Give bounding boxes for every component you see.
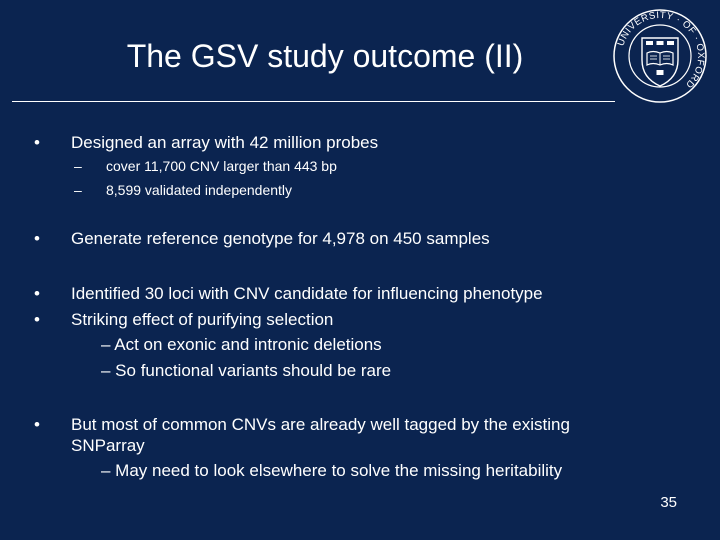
bullet-text: Generate reference genotype for 4,978 on 450 samples bbox=[71, 229, 490, 248]
dash-marker: – bbox=[74, 158, 82, 174]
sub-list-item: – Act on exonic and intronic deletions bbox=[101, 335, 382, 354]
sub-item-text: 8,599 validated independently bbox=[106, 182, 293, 198]
bullet-marker: • bbox=[34, 229, 40, 248]
sub-list-item: – So functional variants should be rare bbox=[101, 361, 392, 380]
crest-ring-text: UNIVERSITY · OF · OXFORD bbox=[615, 9, 707, 91]
sub-item-text: cover 11,700 CNV larger than 443 bp bbox=[106, 158, 337, 174]
bullet-text-continuation: SNParray bbox=[71, 436, 145, 455]
page-title: The GSV study outcome (II) bbox=[126, 38, 524, 74]
bullet-text: Designed an array with 42 million probes bbox=[71, 133, 379, 152]
dash-marker: – bbox=[74, 182, 82, 198]
bullet-text: Identified 30 loci with CNV candidate for influencing phenotype bbox=[71, 284, 543, 303]
sub-list-item: – May need to look elsewhere to solve the missing heritability bbox=[101, 461, 563, 480]
bullet-marker: • bbox=[34, 310, 40, 329]
title-divider bbox=[12, 101, 615, 102]
oxford-crest-icon bbox=[612, 8, 708, 104]
bullet-text: Striking effect of purifying selection bbox=[71, 310, 334, 329]
bullet-marker: • bbox=[34, 415, 40, 434]
bullet-text: But most of common CNVs are already well tagged by the existing bbox=[71, 415, 570, 434]
bullet-marker: • bbox=[34, 133, 40, 152]
page-number: 35 bbox=[660, 494, 677, 511]
bullet-marker: • bbox=[34, 284, 40, 303]
